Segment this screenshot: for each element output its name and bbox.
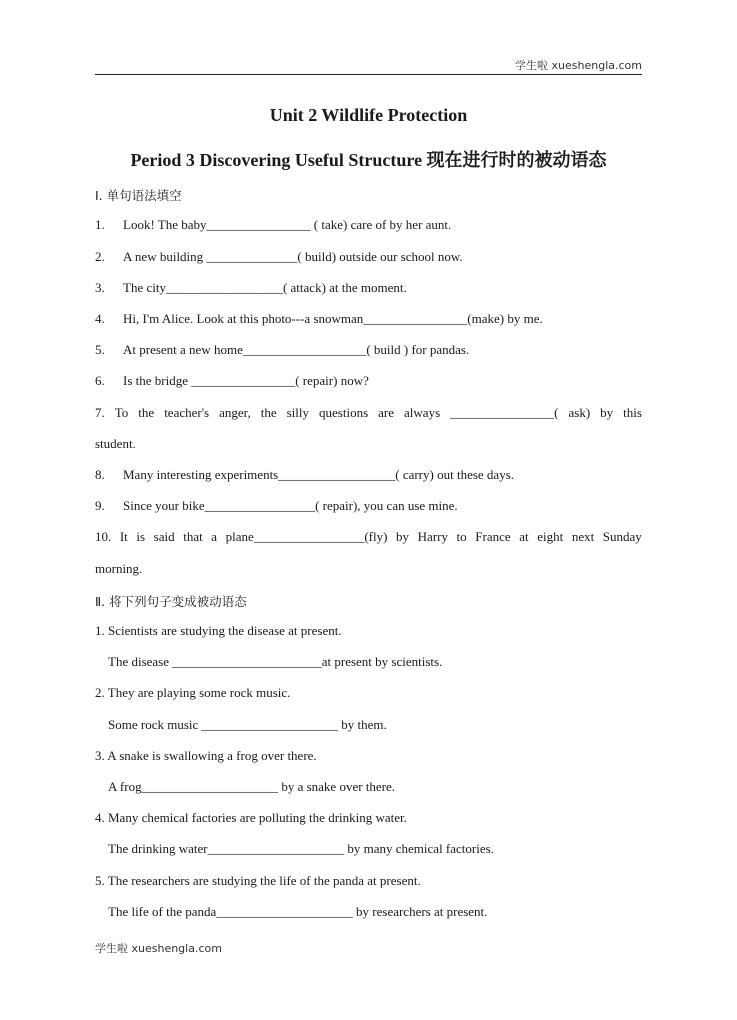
exercise-item-8 <box>95 467 514 483</box>
transform-answer-3: A frog_____________________ by a snake over there. <box>108 779 396 794</box>
exercise-item-9 <box>95 498 458 514</box>
footer-site-label: 学生啦 xueshengla.com <box>95 942 222 955</box>
exercise-item-7 <box>95 405 642 421</box>
item-text: Look! The baby________________ ( take) care of by her aunt. <box>123 217 452 232</box>
item-word: this <box>623 405 642 420</box>
item-text: The city__________________( attack) at the moment. <box>123 280 407 295</box>
item-word: eight <box>537 529 564 544</box>
item-word: To <box>114 405 129 420</box>
item-word: by <box>600 405 614 420</box>
item-number: 2. <box>95 249 105 264</box>
item-word: plane_________________(fly) <box>225 529 388 544</box>
item-word: to <box>456 529 467 544</box>
exercise-item-4 <box>95 311 543 327</box>
transform-question-3: 3. A snake is swallowing a frog over there. <box>95 748 317 763</box>
item-number: 5. <box>95 342 105 357</box>
item-text: At present a new home___________________( build ) for pandas. <box>123 342 470 357</box>
item-word: said <box>153 529 175 544</box>
item-word: Sunday <box>602 529 642 544</box>
transform-question-5: 5. The researchers are studying the life of the panda at present. <box>95 873 421 888</box>
item-word: the <box>138 405 155 420</box>
item-word: It <box>119 529 128 544</box>
item-word: that <box>183 529 203 544</box>
item-word: ask) <box>568 405 591 420</box>
exercise-item-5 <box>95 342 469 358</box>
item-text: Hi, I'm Alice. Look at this photo---a snowman________________(make) by me. <box>123 311 543 326</box>
header-site-label: 学生啦 xueshengla.com <box>515 59 642 72</box>
item-word: Harry <box>417 529 448 544</box>
transform-question-1: 1. Scientists are studying the disease at present. <box>95 623 342 638</box>
exercise-item-1 <box>95 217 451 233</box>
exercise-item-7-continued: student. <box>95 436 136 451</box>
exercise-item-6 <box>95 373 369 389</box>
item-text: Is the bridge ________________( repair) now? <box>123 373 369 388</box>
item-word: always <box>404 405 441 420</box>
item-number: 4. <box>95 311 105 326</box>
item-word: is <box>136 529 146 544</box>
period-title: Period 3 Discovering Useful Structure 现在进行时的被动语态 <box>130 150 607 170</box>
item-word: the <box>260 405 277 420</box>
item-number: 3. <box>95 280 105 295</box>
item-word: next <box>571 529 595 544</box>
item-word: a <box>211 529 218 544</box>
item-word: teacher's <box>164 405 210 420</box>
section2-heading: Ⅱ. 将下列句子变成被动语态 <box>95 594 247 609</box>
transform-answer-4: The drinking water_____________________ by many chemical factories. <box>108 841 494 856</box>
item-word: at <box>519 529 529 544</box>
item-number: 1. <box>95 217 105 232</box>
item-number: 9. <box>95 498 105 513</box>
exercise-item-3 <box>95 280 407 296</box>
exercise-item-2 <box>95 249 463 265</box>
transform-answer-2: Some rock music _____________________ by them. <box>108 717 387 732</box>
item-word: 7. <box>95 405 105 420</box>
item-word: anger, <box>219 405 251 420</box>
item-word: France <box>475 529 511 544</box>
item-word: silly <box>286 405 310 420</box>
item-number: 6. <box>95 373 105 388</box>
item-text: Many interesting experiments__________________( carry) out these days. <box>123 467 514 482</box>
item-text: Since your bike_________________( repair), you can use mine. <box>123 498 458 513</box>
item-word: 10. <box>95 529 112 544</box>
item-word: are <box>378 405 395 420</box>
transform-answer-1: The disease _______________________at present by scientists. <box>108 654 443 669</box>
exercise-item-10-continued: morning. <box>95 561 143 576</box>
transform-question-2: 2. They are playing some rock music. <box>95 685 291 700</box>
item-text: A new building ______________( build) outside our school now. <box>123 249 463 264</box>
item-word: by <box>396 529 410 544</box>
item-word: ________________( <box>450 405 559 420</box>
section1-heading: Ⅰ. 单句语法填空 <box>95 188 182 203</box>
header-divider <box>95 74 642 75</box>
item-number: 8. <box>95 467 105 482</box>
item-word: questions <box>319 405 369 420</box>
exercise-item-10 <box>95 529 642 545</box>
transform-answer-5: The life of the panda_____________________ by researchers at present. <box>108 904 488 919</box>
unit-title: Unit 2 Wildlife Protection <box>269 105 468 125</box>
transform-question-4: 4. Many chemical factories are polluting the drinking water. <box>95 810 407 825</box>
